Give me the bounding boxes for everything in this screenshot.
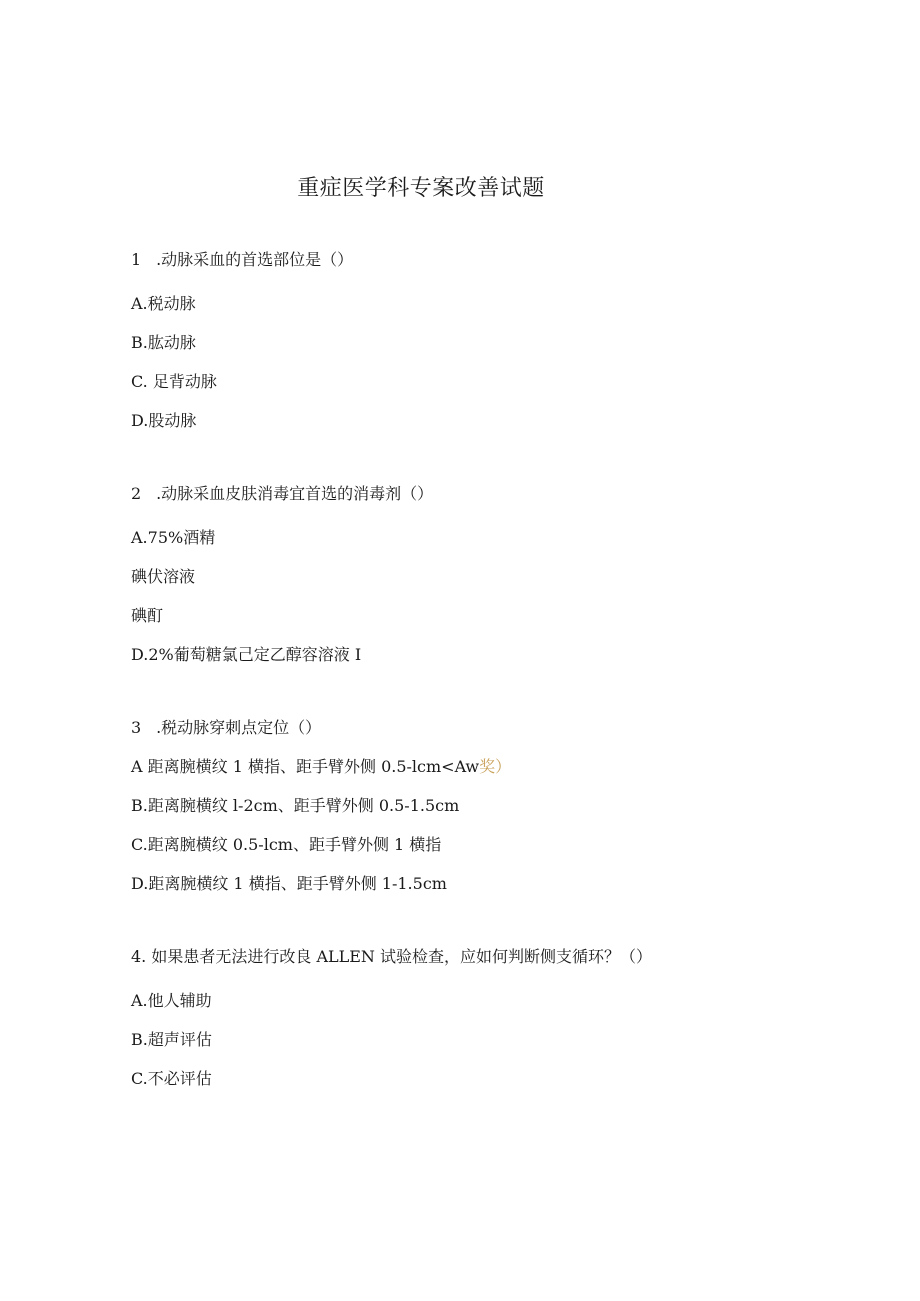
question-number: 1: [131, 250, 142, 269]
question-number: 2: [131, 484, 142, 503]
page-title: 重症医学科专案改善试题: [297, 176, 545, 201]
option-1a: A.税动脉: [131, 294, 196, 313]
question-text: .税动脉穿刺点定位（）: [156, 718, 322, 737]
question-text: 如果患者无法进行改良 ALLEN 试验检查，应如何判断侧支循环？（）: [151, 947, 653, 966]
option-4b: B.超声评估: [131, 1030, 212, 1049]
stamp-text: 奖）: [479, 757, 512, 776]
option-2d: D.2%葡萄糖氯己定乙醇容溶液 I: [131, 645, 362, 664]
option-3a: [131, 756, 511, 778]
option-2c: 碘酊: [131, 606, 164, 625]
option-1b: B.肱动脉: [131, 333, 196, 352]
option-4c: C.不必评估: [131, 1069, 212, 1088]
question-1: [131, 249, 353, 271]
option-2b: 碘伏溶液: [131, 567, 196, 586]
option-2a: A.75%酒精: [131, 528, 216, 547]
question-3: [131, 717, 321, 739]
option-text: A 距离腕横纹 1 横指、距手臂外侧 0.5-lcm<Aw: [131, 757, 480, 776]
option-3d: D.距离腕横纹 1 横指、距手臂外侧 1-1.5cm: [131, 874, 447, 893]
option-3b: B.距离腕横纹 l-2cm、距手臂外侧 0.5-1.5cm: [131, 796, 460, 815]
option-4a: A.他人辅助: [131, 991, 212, 1010]
question-text: .动脉采血的首选部位是（）: [156, 250, 354, 269]
question-2: [131, 483, 433, 505]
option-3c: C.距离腕横纹 0.5-lcm、距手臂外侧 1 横指: [131, 835, 442, 854]
question-number: 4.: [131, 947, 147, 966]
question-number: 3: [131, 718, 142, 737]
question-text: .动脉采血皮肤消毒宜首选的消毒剂（）: [156, 484, 434, 503]
option-1d: D.股动脉: [131, 411, 197, 430]
option-1c: C. 足背动脉: [131, 372, 217, 391]
question-4: [131, 946, 652, 968]
